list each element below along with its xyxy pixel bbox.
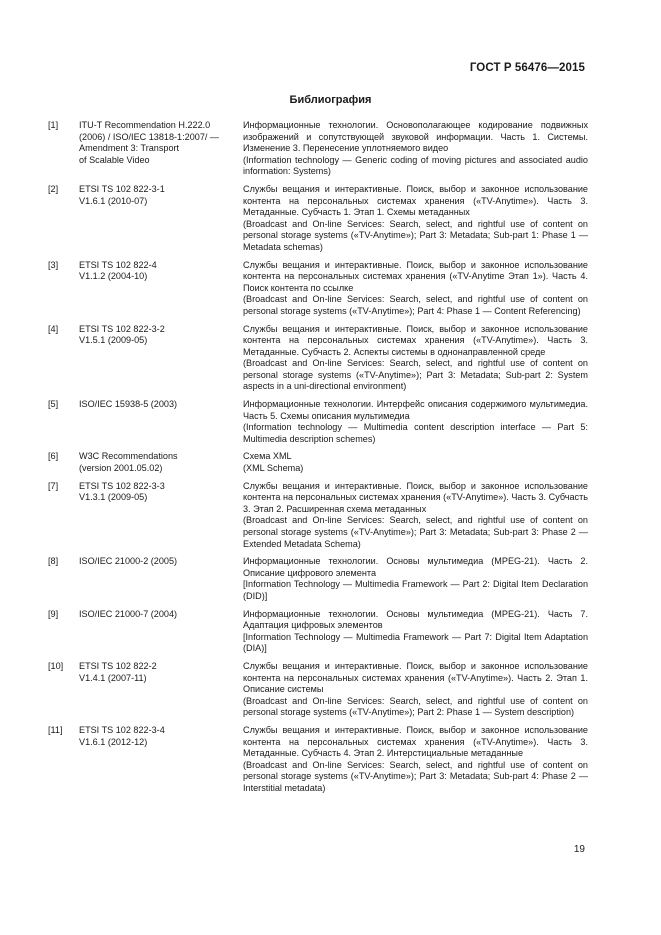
entry-description — [243, 451, 588, 474]
entry-description-en: [Information Technology — Multimedia Framework — Part 7: Digital Item Adaptation (DIA)] — [243, 631, 588, 654]
bibliography-entry — [48, 481, 588, 551]
bibliography-list — [48, 120, 588, 800]
entry-source-line: W3C Recommendations — [79, 451, 178, 462]
entry-description-ru: Службы вещания и интерактивные. Поиск, выбор и законное использование контента на персональных системах хранения («TV-Anytime»). Часть 3. Метаданные. Субчасть 1. Этап 1. Схемы метаданных — [243, 183, 588, 218]
entry-description-ru: Службы вещания и интерактивные. Поиск, выбор и законное использование контента на персональных системах хранения («TV-Anytime»). Часть 3. Метаданные. Субчасть 4. Этап 2. Интерстициальные метаданные — [243, 724, 588, 759]
entry-description — [243, 260, 588, 318]
entry-description-en: (Broadcast and On-line Services: Search, select, and rightful use of content on personal storage systems («TV-Anytime»); Part 3: Metadata; Sub-part 2: System aspects in a uni-directional environment) — [243, 358, 588, 392]
entry-description-ru: Информационные технологии. Основополагающее кодирование подвижных изображений и сопутствующей звуковой информации. Часть 1. Системы. Изменение 3. Перенесение уплотняемого видео — [243, 120, 588, 154]
entry-source-line: of Scalable Video — [79, 154, 150, 165]
entry-source-line: V1.5.1 (2009-05) — [79, 335, 148, 346]
entry-source-line: ETSI TS 102 822-4 — [79, 259, 157, 270]
bibliography-entry — [48, 184, 588, 254]
entry-description-en: (Broadcast and On-line Services: Search, select, and rightful use of content on personal storage systems («TV-Anytime»); Part 3: Metadata; Sub-part 4: Phase 2 — Interstitial metadata) — [243, 759, 588, 793]
entry-source — [79, 481, 234, 504]
entry-number: [2] — [48, 183, 59, 194]
bibliography-entry — [48, 661, 588, 719]
entry-description-ru: Службы вещания и интерактивные. Поиск, выбор и законное использование контента на персональных системах хранения («TV-Anytime»). Часть 3. Метаданные. Субчасть 2. Аспекты системы в однонаправленной среде — [243, 323, 588, 357]
entry-description-en: (Broadcast and On-line Services: Search, select, and rightful use of content on personal storage systems («TV-Anytime»); Part 3: Metadata; Sub-part 1: Phase 1 — Metadata schemas) — [243, 218, 588, 252]
entry-source-line: V1.3.1 (2009-05) — [79, 492, 148, 503]
entry-description-ru: Информационные технологии. Основы мультимедиа (MPEG-21). Часть 2. Описание цифрового элемента — [243, 556, 588, 578]
bibliography-entry — [48, 399, 588, 445]
entry-source — [79, 451, 234, 474]
bibliography-entry — [48, 260, 588, 318]
entry-description-ru: Службы вещания и интерактивные. Поиск, выбор и законное использование контента на персональных системах хранения («TV-Anytime Этап 1»). Часть 4. Поиск контента по ссылке — [243, 259, 588, 293]
entry-number: [8] — [48, 556, 59, 567]
bibliography-entry — [48, 451, 588, 474]
entry-number: [9] — [48, 608, 59, 619]
entry-description — [243, 661, 588, 719]
entry-number: [6] — [48, 451, 59, 462]
entry-source — [79, 556, 234, 568]
entry-description — [243, 725, 588, 795]
entry-source — [79, 260, 234, 283]
entry-source-line: V1.4.1 (2007-11) — [79, 672, 147, 683]
bibliography-entry — [48, 556, 588, 602]
entry-description-ru: Службы вещания и интерактивные. Поиск, выбор и законное использование контента на персональных системах хранения («TV-Anytime»). Часть 3. Субчасть 3. Этап 2. Расширенная схема метаданных — [243, 480, 588, 514]
entry-source-line: V1.6.1 (2012-12) — [79, 736, 148, 747]
entry-description-en: [Information Technology — Multimedia Framework — Part 2: Digital Item Declaration (DID)] — [243, 579, 588, 601]
bibliography-entry — [48, 609, 588, 655]
entry-description-en: (Broadcast and On-line Services: Search, select, and rightful use of content on personal storage systems («TV-Anytime»); Part 2: Phase 1 — System description) — [243, 695, 588, 718]
entry-source-line: ETSI TS 102 822-3-3 — [79, 480, 165, 491]
entry-source-line: (version 2001.05.02) — [79, 463, 163, 474]
entry-source-line: ITU-T Recommendation H.222.0 — [79, 120, 211, 130]
entry-source — [79, 324, 234, 347]
entry-source-line: ETSI TS 102 822-3-4 — [79, 724, 165, 735]
entry-source — [79, 120, 234, 166]
entry-number: [3] — [48, 259, 59, 270]
entry-number: [7] — [48, 480, 59, 491]
entry-description — [243, 324, 588, 394]
entry-description — [243, 609, 588, 655]
entry-source-line: V1.6.1 (2010-07) — [79, 195, 148, 206]
entry-description-en: (XML Schema) — [243, 463, 304, 474]
section-title: Библиография — [289, 94, 372, 106]
entry-description-en: (Information technology — Multimedia content description interface — Part 5: Multimedia description schemes) — [243, 422, 588, 444]
entry-source-line: ISO/IEC 21000-2 (2005) — [79, 556, 178, 567]
entry-source-line: ETSI TS 102 822-3-1 — [79, 183, 165, 194]
entry-source — [79, 725, 234, 748]
entry-description — [243, 481, 588, 551]
entry-description-ru: Схема XML — [243, 451, 292, 462]
standard-designation: ГОСТ Р 56476—2015 — [469, 62, 585, 74]
entry-source — [79, 399, 234, 411]
bibliography-entry — [48, 120, 588, 178]
entry-description-ru: Информационные технологии. Основы мультимедиа (MPEG-21). Часть 7. Адаптация цифровых элементов — [243, 608, 588, 631]
entry-source-line: Amendment 3: Transport — [79, 143, 180, 154]
entry-source — [79, 609, 234, 621]
entry-source-line: (2006) / ISO/IEC 13818-1:2007/ — — [79, 131, 220, 142]
entry-source-line: ETSI TS 102 822-2 — [79, 660, 157, 671]
entry-description-en: (Broadcast and On-line Services: Search, select, and rightful use of content on personal storage systems («TV-Anytime»); Part 3: Metadata; Sub-part 3: Phase 2 — Extended Metadata Schema) — [243, 515, 588, 549]
entry-number: [11] — [48, 724, 63, 735]
entry-number: [4] — [48, 323, 59, 334]
entry-source-line: ISO/IEC 21000-7 (2004) — [79, 608, 178, 619]
bibliography-entry — [48, 324, 588, 394]
entry-description-ru: Информационные технологии. Интерфейс описания содержимого мультимедиа. Часть 5. Схемы описания мультимедиа — [243, 399, 588, 421]
entry-description-en: (Information technology — Generic coding of moving pictures and associated audio information: Systems) — [243, 154, 588, 177]
entry-description-ru: Службы вещания и интерактивные. Поиск, выбор и законное использование контента на персональных системах хранения («TV-Anytime»). Часть 2. Этап 1. Описание системы — [243, 660, 588, 695]
entry-number: [10] — [48, 660, 64, 671]
entry-source-line: ISO/IEC 15938-5 (2003) — [79, 399, 178, 410]
entry-number: [5] — [48, 399, 59, 410]
entry-description — [243, 399, 588, 445]
entry-description — [243, 556, 588, 602]
entry-description-en: (Broadcast and On-line Services: Search, select, and rightful use of content on personal storage systems («TV-Anytime»); Part 4: Phase 1 — Content Referencing) — [243, 294, 588, 316]
entry-source-line: ETSI TS 102 822-3-2 — [79, 323, 165, 334]
entry-description — [243, 120, 588, 178]
entry-number: [1] — [48, 120, 59, 130]
entry-source — [79, 184, 234, 207]
page-number: 19 — [573, 844, 585, 855]
entry-source — [79, 661, 234, 684]
entry-description — [243, 184, 588, 254]
entry-source-line: V1.1.2 (2004-10) — [79, 271, 148, 282]
bibliography-entry — [48, 725, 588, 795]
